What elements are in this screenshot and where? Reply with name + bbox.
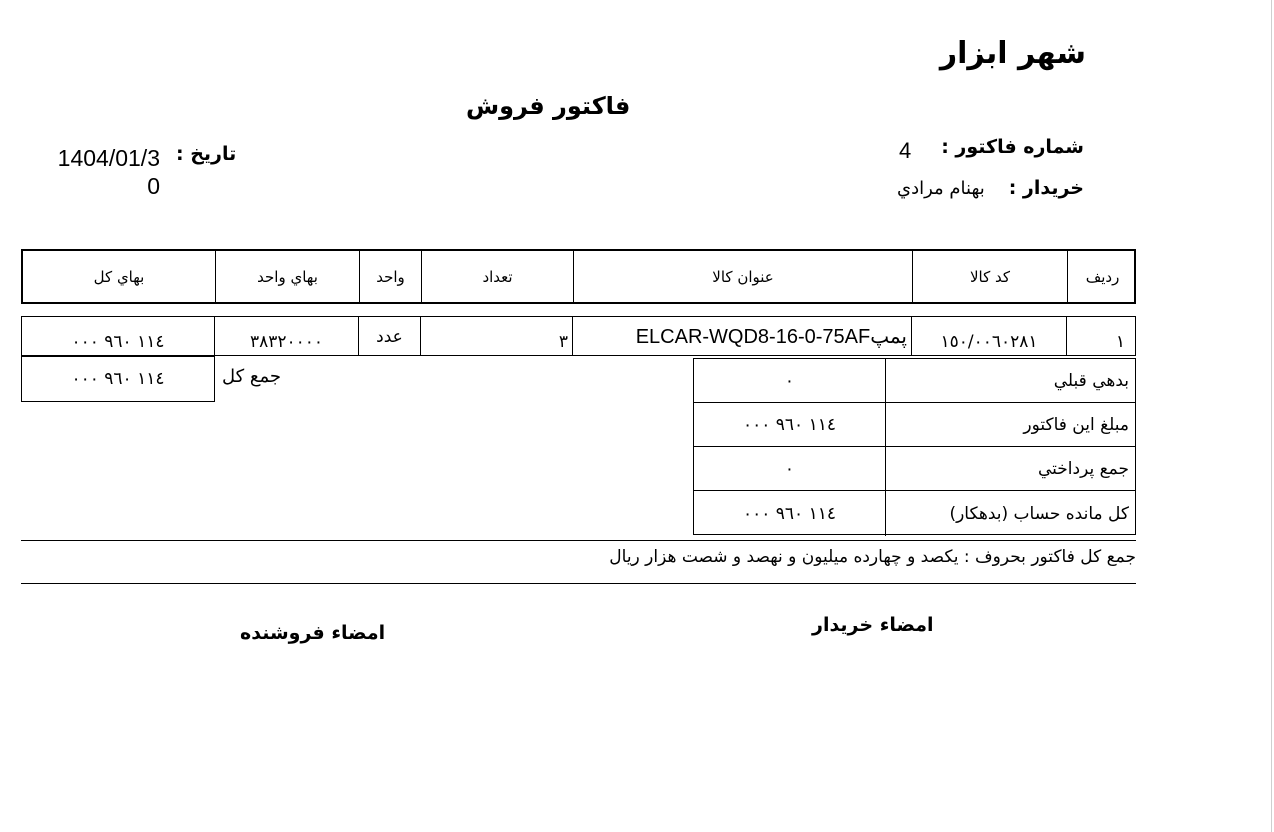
date-line-1: 1404/01/3 bbox=[57, 145, 160, 171]
col-header-row: رديف bbox=[1085, 267, 1120, 286]
summary-label: مبلغ اين فاكتور bbox=[1023, 414, 1129, 435]
summary-row-balance bbox=[694, 491, 1135, 536]
cell-code: ١٥٠/٠٠٦٠٢٨١ bbox=[940, 332, 1038, 352]
summary-row-previous-debt bbox=[694, 359, 1135, 403]
invoice-title: فاکتور فروش bbox=[466, 92, 631, 120]
col-header-code: كد كالا bbox=[969, 267, 1011, 286]
summary-value: ١١٤ ٩٦٠ ٠٠٠ bbox=[694, 491, 886, 536]
summary-value: ١١٤ ٩٦٠ ٠٠٠ bbox=[694, 403, 886, 446]
cell-title: ELCAR-WQD8-16-0-75AFپمپ bbox=[635, 326, 907, 348]
col-divider bbox=[1067, 251, 1068, 302]
col-divider bbox=[214, 317, 215, 355]
summary-row-total-paid bbox=[694, 447, 1135, 491]
summary-value: ٠ bbox=[694, 447, 886, 490]
invoice-date bbox=[46, 144, 160, 200]
col-divider bbox=[1066, 317, 1067, 355]
seller-signature-label: امضاء فروشنده bbox=[240, 622, 386, 644]
summary-label: جمع پرداختي bbox=[1037, 458, 1129, 479]
col-divider bbox=[420, 317, 421, 355]
summary-value: ٠ bbox=[694, 359, 886, 402]
cell-unit-price: ٣٨٣٢٠٠٠٠ bbox=[249, 332, 324, 352]
invoice-number-label: شماره فاکتور : bbox=[941, 136, 1084, 158]
date-line-2: 0 bbox=[147, 173, 160, 199]
invoice-number: 4 bbox=[899, 138, 912, 163]
col-divider bbox=[358, 317, 359, 355]
col-header-total-price: بهاي كل bbox=[93, 267, 145, 286]
col-divider bbox=[421, 251, 422, 302]
cell-total-price: ١١٤ ٩٦٠ ٠٠٠ bbox=[71, 332, 165, 352]
col-divider bbox=[911, 317, 912, 355]
divider-line bbox=[21, 540, 1136, 541]
date-label: تاریخ : bbox=[176, 143, 237, 165]
amount-in-words: جمع كل فاكتور بحروف : يكصد و چهارده ميليون و نهصد و شصت هزار ريال bbox=[609, 547, 1136, 567]
table-row bbox=[21, 316, 1136, 356]
cell-unit: عدد bbox=[376, 327, 403, 347]
buyer-name: بهنام مرادي bbox=[897, 178, 985, 199]
grand-total-value: ١١٤ ٩٦٠ ٠٠٠ bbox=[21, 356, 215, 402]
shop-name: شهر ابزار bbox=[939, 36, 1086, 71]
cell-qty: ٣ bbox=[558, 332, 568, 352]
col-divider bbox=[359, 251, 360, 302]
page-edge-line bbox=[1271, 0, 1272, 832]
account-summary bbox=[693, 358, 1136, 535]
col-divider bbox=[572, 317, 573, 355]
summary-row-invoice-amount bbox=[694, 403, 1135, 447]
grand-total-label: جمع كل bbox=[222, 366, 282, 387]
cell-row: ١ bbox=[1115, 332, 1125, 352]
divider-line bbox=[21, 583, 1136, 584]
buyer-signature-label: امضاء خریدار bbox=[812, 614, 934, 636]
buyer-label: خریدار : bbox=[1008, 177, 1084, 199]
col-divider bbox=[573, 251, 574, 302]
col-header-title: عنوان كالا bbox=[712, 267, 774, 286]
col-divider bbox=[215, 251, 216, 302]
col-header-unit-price: بهاي واحد bbox=[257, 267, 318, 286]
summary-label: بدهي قبلي bbox=[1053, 370, 1129, 391]
col-header-unit: واحد bbox=[376, 267, 405, 286]
col-divider bbox=[912, 251, 913, 302]
items-table-header bbox=[21, 249, 1136, 304]
summary-label: كل مانده حساب (بدهكار) bbox=[949, 503, 1129, 524]
col-header-qty: تعداد bbox=[482, 267, 513, 286]
